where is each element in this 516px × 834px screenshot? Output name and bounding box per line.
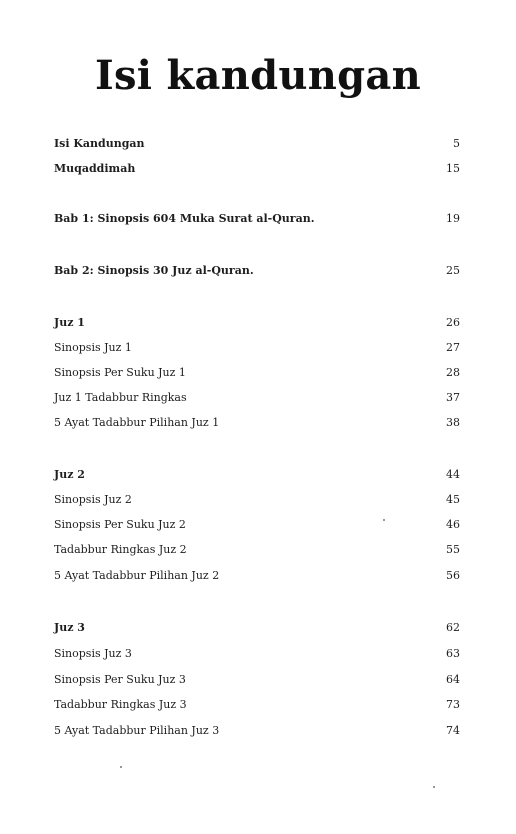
toc-entry	[0, 315, 516, 331]
toc-entry-label: Juz 1 Tadabbur Ringkas	[54, 391, 187, 404]
toc-entry-label: Bab 2: Sinopsis 30 Juz al-Quran.	[54, 264, 254, 277]
toc-entry-page-number: 25	[446, 264, 460, 277]
toc-entry-label: Sinopsis Juz 3	[54, 647, 132, 660]
toc-entry	[0, 517, 516, 533]
toc-entry	[0, 211, 516, 227]
toc-entry	[0, 542, 516, 558]
toc-entry-label: Sinopsis Per Suku Juz 3	[54, 673, 186, 686]
toc-entry	[0, 646, 516, 662]
toc-entry-page-number: 5	[453, 137, 460, 150]
page-title: Isi kandungan	[94, 52, 422, 99]
toc-entry-label: Juz 2	[54, 468, 85, 481]
toc-entry	[0, 263, 516, 279]
print-speck	[120, 766, 122, 768]
toc-entry-label: Bab 1: Sinopsis 604 Muka Surat al-Quran.	[54, 212, 315, 225]
toc-entry-page-number: 27	[446, 341, 460, 354]
toc-entry-page-number: 56	[446, 569, 460, 582]
toc-entry-label: Juz 1	[54, 316, 85, 329]
toc-entry-page-number: 55	[446, 543, 460, 556]
toc-entry-page-number: 46	[446, 518, 460, 531]
toc-entry-label: Tadabbur Ringkas Juz 2	[54, 543, 187, 556]
toc-entry-label: Sinopsis Per Suku Juz 2	[54, 518, 186, 531]
toc-entry	[0, 568, 516, 584]
toc-entry-page-number: 73	[446, 698, 460, 711]
toc-entry	[0, 672, 516, 688]
toc-entry-page-number: 15	[446, 162, 460, 175]
toc-entry-label: Isi Kandungan	[54, 137, 145, 150]
toc-entry	[0, 723, 516, 739]
toc-entry-label: 5 Ayat Tadabbur Pilihan Juz 3	[54, 724, 220, 737]
toc-entry	[0, 492, 516, 508]
toc-entry	[0, 340, 516, 356]
toc-entry-page-number: 38	[446, 416, 460, 429]
toc-entry-label: Muqaddimah	[54, 162, 136, 175]
toc-entry-label: Tadabbur Ringkas Juz 3	[54, 698, 187, 711]
toc-entry-page-number: 44	[446, 468, 460, 481]
toc-entry	[0, 136, 516, 152]
toc-entry-label: 5 Ayat Tadabbur Pilihan Juz 2	[54, 569, 220, 582]
toc-entry	[0, 390, 516, 406]
toc-entry	[0, 620, 516, 636]
toc-entry-label: 5 Ayat Tadabbur Pilihan Juz 1	[54, 416, 220, 429]
toc-entry-label: Sinopsis Juz 1	[54, 341, 132, 354]
toc-entry-page-number: 63	[446, 647, 460, 660]
toc-entry-page-number: 62	[446, 621, 460, 634]
toc-entry	[0, 467, 516, 483]
toc-entry-label: Sinopsis Per Suku Juz 1	[54, 366, 186, 379]
toc-entry-page-number: 26	[446, 316, 460, 329]
toc-entry-page-number: 45	[446, 493, 460, 506]
toc-entry	[0, 365, 516, 381]
toc-entry-page-number: 28	[446, 366, 460, 379]
toc-entry-label: Sinopsis Juz 2	[54, 493, 132, 506]
toc-entry	[0, 161, 516, 177]
print-speck	[383, 519, 385, 521]
print-speck	[433, 786, 435, 788]
toc-entry-page-number: 37	[446, 391, 460, 404]
toc-entry-page-number: 19	[446, 212, 460, 225]
toc-entry-label: Juz 3	[54, 621, 85, 634]
toc-entry-page-number: 64	[446, 673, 460, 686]
toc-entry	[0, 415, 516, 431]
toc-entry-page-number: 74	[446, 724, 460, 737]
toc-entry	[0, 697, 516, 713]
